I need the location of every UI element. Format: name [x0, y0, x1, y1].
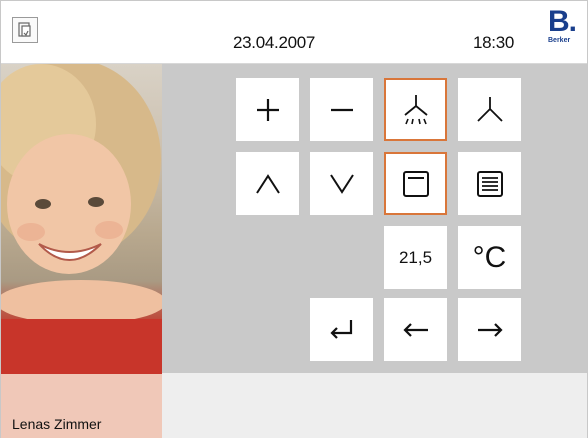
up-button[interactable]: [236, 152, 299, 215]
temperature-value-display: [384, 226, 447, 289]
page-icon: [18, 22, 32, 38]
down-button[interactable]: [310, 152, 373, 215]
date-display: 23.04.2007: [233, 33, 316, 52]
blind-open-button[interactable]: [384, 152, 447, 215]
split-flow-active-button[interactable]: [384, 78, 447, 141]
child-portrait-image: [1, 64, 162, 374]
enter-button[interactable]: [310, 298, 373, 361]
enter-icon: [327, 317, 357, 343]
decrease-button[interactable]: [310, 78, 373, 141]
time-display: 18:30: [473, 33, 515, 52]
minus-icon: [329, 97, 355, 123]
control-panel: [162, 64, 587, 373]
blind-closed-button[interactable]: [458, 152, 521, 215]
blind-closed-icon: [475, 169, 505, 199]
room-name: Lenas Zimmer: [12, 416, 102, 432]
berker-logo: [548, 7, 582, 49]
chevron-up-icon: [255, 173, 281, 195]
logo-wordmark: Berker: [548, 37, 571, 44]
split-flow-button[interactable]: [458, 78, 521, 141]
room-photo[interactable]: [1, 64, 162, 374]
plus-icon: [255, 97, 281, 123]
logo-mark: B.: [548, 5, 576, 38]
bottom-strip: [162, 373, 587, 438]
arrow-left-icon: [401, 320, 431, 340]
split-flow-active-icon: [400, 93, 432, 127]
temperature-unit-display: [458, 226, 521, 289]
previous-button[interactable]: [384, 298, 447, 361]
next-button[interactable]: [458, 298, 521, 361]
blind-open-icon: [401, 169, 431, 199]
chevron-down-icon: [329, 173, 355, 195]
arrow-right-icon: [475, 320, 505, 340]
room-label-strip[interactable]: [1, 374, 162, 438]
split-flow-icon: [474, 93, 506, 127]
page-button[interactable]: [12, 17, 38, 43]
increase-button[interactable]: [236, 78, 299, 141]
temperature-value: 21,5: [398, 247, 433, 267]
top-bar: [1, 1, 587, 65]
temperature-unit: °C: [472, 240, 507, 274]
